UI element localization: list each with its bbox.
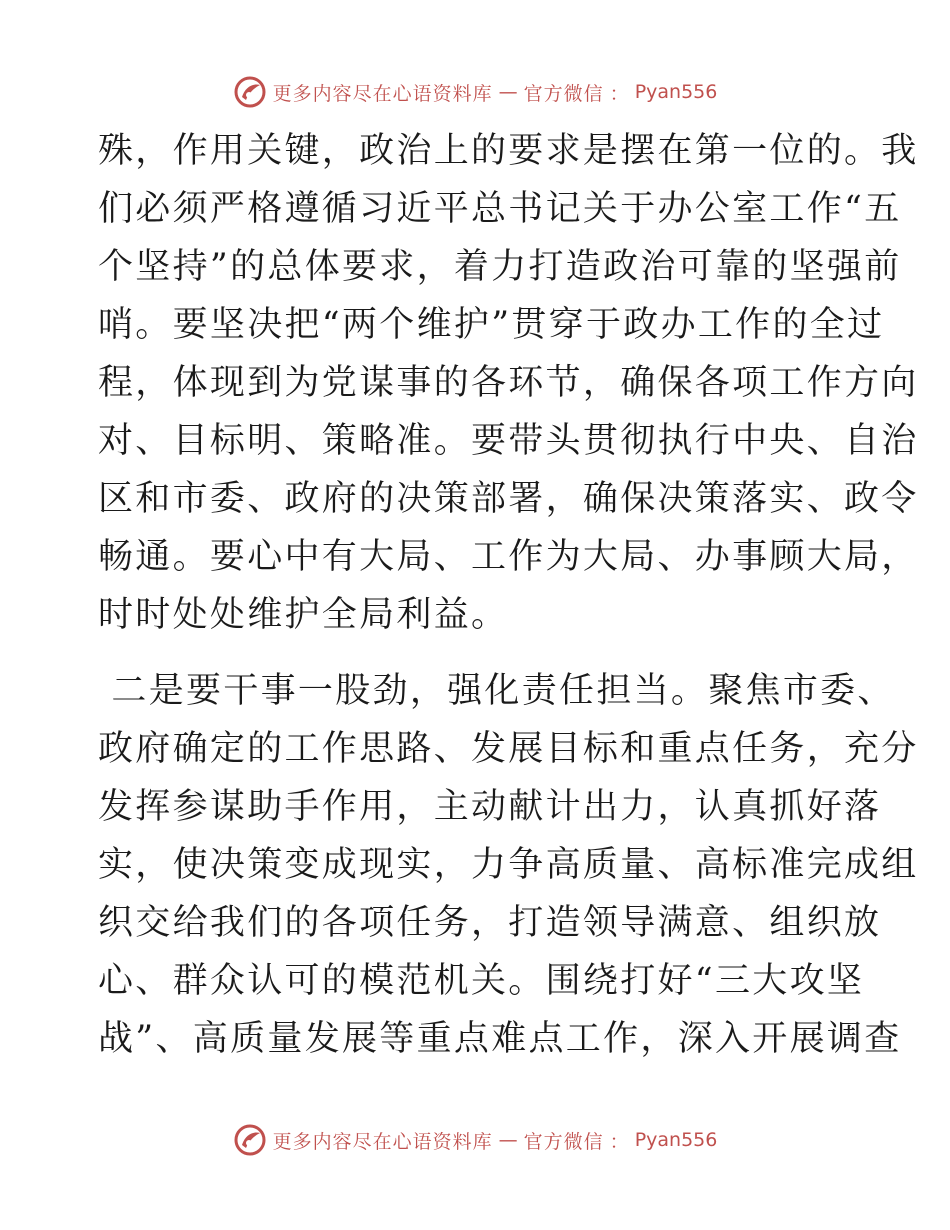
text-line: 二是要干事一股劲，强化责任担当。聚焦市委、: [98, 671, 895, 711]
watermark-text: 更多内容尽在心语资料库: [272, 82, 493, 105]
watermark-label: 官方微信: [523, 1130, 604, 1153]
watermark-dash: —: [498, 1129, 518, 1151]
paragraph-1: [98, 122, 919, 644]
watermark-dash: —: [498, 81, 518, 103]
text-line: 个坚持”的总体要求，着力打造政治可靠的坚强前: [98, 247, 902, 287]
text-line: 时时处处维护全局利益。: [98, 595, 509, 635]
text-line: 织交给我们的各项任务，打造领导满意、组织放: [98, 903, 882, 943]
paragraph-2: [98, 662, 919, 1068]
footer-watermark: [0, 1120, 950, 1160]
text-line: 程，体现到为党谋事的各环节，确保各项工作方向: [98, 363, 919, 403]
brand-logo-icon: [233, 75, 267, 109]
watermark-id: Pyan556: [634, 81, 718, 103]
text-line: 区和市委、政府的决策部署，确保决策落实、政令: [98, 479, 919, 519]
text-line: 战”、高质量发展等重点难点工作，深入开展调查: [98, 1019, 902, 1059]
watermark-text: 更多内容尽在心语资料库: [272, 1130, 493, 1153]
text-line: 们必须严格遵循习近平总书记关于办公室工作“五: [98, 189, 902, 229]
text-line: 殊，作用关键，政治上的要求是摆在第一位的。我: [98, 131, 919, 171]
header-watermark: [0, 72, 950, 112]
text-line: 哨。要坚决把“两个维护”贯穿于政办工作的全过: [98, 305, 885, 345]
text-line: 发挥参谋助手作用，主动献计出力，认真抓好落: [98, 787, 882, 827]
text-line: 实，使决策变成现实，力争高质量、高标准完成组: [98, 845, 919, 885]
text-line: 心、群众认可的模范机关。围绕打好“三大攻坚: [98, 961, 865, 1001]
watermark-separator: ：: [609, 1130, 629, 1153]
watermark-id: Pyan556: [634, 1129, 718, 1151]
watermark-label: 官方微信: [523, 82, 604, 105]
paragraph-gap: [98, 644, 858, 662]
brand-logo-icon: [233, 1123, 267, 1157]
watermark-separator: ：: [609, 82, 629, 105]
text-line: 畅通。要心中有大局、工作为大局、办事顾大局，: [98, 537, 919, 577]
text-line: 政府确定的工作思路、发展目标和重点任务，充分: [98, 729, 919, 769]
document-body: [98, 122, 919, 1068]
text-line: 对、目标明、策略准。要带头贯彻执行中央、自治: [98, 421, 919, 461]
